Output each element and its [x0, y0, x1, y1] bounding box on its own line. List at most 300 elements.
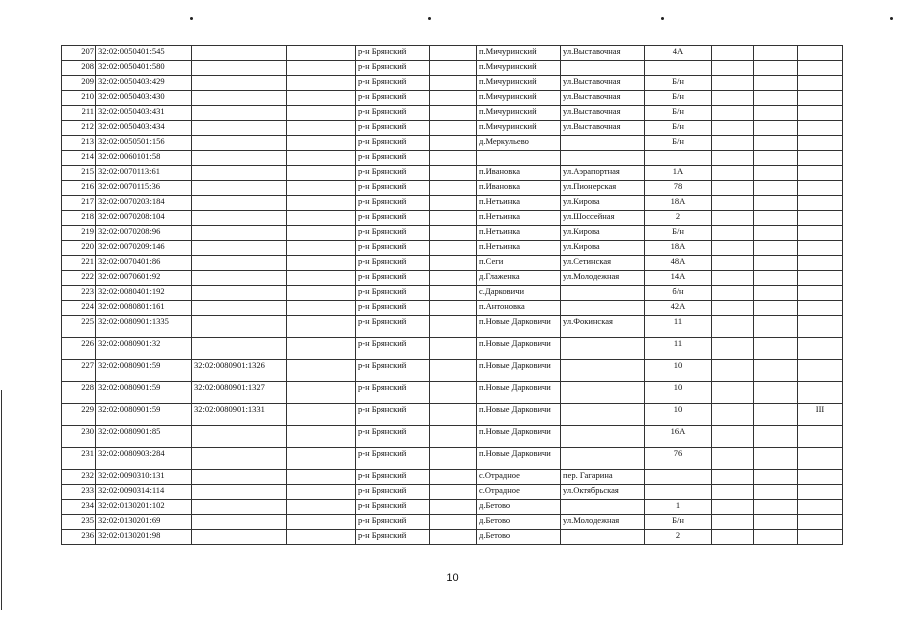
cadastral-number-cell: 32:02:0050501:156	[96, 136, 192, 151]
row-number-cell: 234	[62, 500, 96, 515]
related-cadastral-number-cell	[192, 166, 287, 181]
related-cadastral-number-cell	[192, 241, 287, 256]
table-row	[62, 226, 843, 241]
street-cell	[561, 382, 645, 404]
street-cell: пер. Гагарина	[561, 470, 645, 485]
cadastral-number-cell: 32:02:0080901:32	[96, 338, 192, 360]
district-cell: р-н Брянский	[356, 211, 430, 226]
empty-cell-cell	[430, 382, 477, 404]
empty-cell-cell	[430, 181, 477, 196]
cadastral-number-cell: 32:02:0050403:431	[96, 106, 192, 121]
table-row	[62, 338, 843, 360]
cadastral-number-cell: 32:02:0070113:61	[96, 166, 192, 181]
empty-cell-cell	[712, 106, 754, 121]
empty-cell-cell	[712, 181, 754, 196]
house-number-cell: б/н	[645, 286, 712, 301]
table-row	[62, 500, 843, 515]
extra-mark-cell	[798, 485, 843, 500]
empty-cell-cell	[430, 515, 477, 530]
street-cell	[561, 136, 645, 151]
empty-cell-cell	[712, 301, 754, 316]
house-number-cell: Б/н	[645, 515, 712, 530]
house-number-cell: 76	[645, 448, 712, 470]
row-number-cell: 225	[62, 316, 96, 338]
empty-cell-cell	[287, 61, 356, 76]
extra-mark-cell	[798, 360, 843, 382]
related-cadastral-number-cell: 32:02:0080901:1327	[192, 382, 287, 404]
empty-cell-cell	[287, 316, 356, 338]
empty-cell-cell	[430, 404, 477, 426]
district-cell: р-н Брянский	[356, 241, 430, 256]
empty-cell-cell	[287, 470, 356, 485]
empty-cell-cell	[754, 338, 798, 360]
table-row	[62, 121, 843, 136]
related-cadastral-number-cell	[192, 271, 287, 286]
district-cell: р-н Брянский	[356, 256, 430, 271]
district-cell: р-н Брянский	[356, 500, 430, 515]
district-cell: р-н Брянский	[356, 530, 430, 545]
district-cell: р-н Брянский	[356, 316, 430, 338]
empty-cell-cell	[712, 211, 754, 226]
empty-cell-cell	[430, 121, 477, 136]
cadastral-number-cell: 32:02:0090310:131	[96, 470, 192, 485]
street-cell: ул.Выставочная	[561, 106, 645, 121]
district-cell: р-н Брянский	[356, 181, 430, 196]
district-cell: р-н Брянский	[356, 196, 430, 211]
extra-mark-cell	[798, 166, 843, 181]
empty-cell-cell	[430, 426, 477, 448]
empty-cell-cell	[712, 136, 754, 151]
district-cell: р-н Брянский	[356, 226, 430, 241]
house-number-cell: 2	[645, 530, 712, 545]
empty-cell-cell	[712, 166, 754, 181]
settlement-cell: д.Бетово	[477, 515, 561, 530]
related-cadastral-number-cell	[192, 181, 287, 196]
table-row	[62, 46, 843, 61]
district-cell: р-н Брянский	[356, 485, 430, 500]
street-cell: ул.Выставочная	[561, 121, 645, 136]
street-cell	[561, 360, 645, 382]
related-cadastral-number-cell	[192, 500, 287, 515]
empty-cell-cell	[287, 211, 356, 226]
row-number-cell: 226	[62, 338, 96, 360]
empty-cell-cell	[287, 121, 356, 136]
row-number-cell: 235	[62, 515, 96, 530]
empty-cell-cell	[754, 448, 798, 470]
empty-cell-cell	[712, 121, 754, 136]
empty-cell-cell	[430, 286, 477, 301]
table-row	[62, 76, 843, 91]
table-row	[62, 106, 843, 121]
related-cadastral-number-cell	[192, 211, 287, 226]
related-cadastral-number-cell	[192, 485, 287, 500]
cadastral-number-cell: 32:02:0070601:92	[96, 271, 192, 286]
settlement-cell: с.Отрадное	[477, 470, 561, 485]
empty-cell-cell	[430, 151, 477, 166]
street-cell	[561, 151, 645, 166]
district-cell: р-н Брянский	[356, 121, 430, 136]
empty-cell-cell	[430, 91, 477, 106]
empty-cell-cell	[287, 448, 356, 470]
row-number-cell: 231	[62, 448, 96, 470]
empty-cell-cell	[287, 46, 356, 61]
empty-cell-cell	[712, 404, 754, 426]
empty-cell-cell	[287, 226, 356, 241]
empty-cell-cell	[287, 76, 356, 91]
street-cell: ул.Выставочная	[561, 91, 645, 106]
district-cell: р-н Брянский	[356, 470, 430, 485]
table-row	[62, 181, 843, 196]
street-cell	[561, 61, 645, 76]
house-number-cell: 14А	[645, 271, 712, 286]
empty-cell-cell	[287, 136, 356, 151]
row-number-cell: 236	[62, 530, 96, 545]
house-number-cell: 78	[645, 181, 712, 196]
empty-cell-cell	[430, 448, 477, 470]
table-row	[62, 448, 843, 470]
row-number-cell: 215	[62, 166, 96, 181]
table-body	[62, 46, 843, 545]
settlement-cell: п.Антоновка	[477, 301, 561, 316]
street-cell	[561, 404, 645, 426]
district-cell: р-н Брянский	[356, 515, 430, 530]
extra-mark-cell: III	[798, 404, 843, 426]
house-number-cell: Б/н	[645, 136, 712, 151]
table-row	[62, 360, 843, 382]
empty-cell-cell	[712, 76, 754, 91]
house-number-cell: Б/н	[645, 106, 712, 121]
scan-mark	[428, 17, 431, 20]
street-cell	[561, 500, 645, 515]
cadastral-number-cell: 32:02:0090314:114	[96, 485, 192, 500]
empty-cell-cell	[287, 196, 356, 211]
street-cell	[561, 426, 645, 448]
table-row	[62, 382, 843, 404]
empty-cell-cell	[287, 91, 356, 106]
table-row	[62, 271, 843, 286]
empty-cell-cell	[754, 106, 798, 121]
table-row	[62, 426, 843, 448]
settlement-cell: п.Новые Дарковичи	[477, 448, 561, 470]
district-cell: р-н Брянский	[356, 46, 430, 61]
empty-cell-cell	[712, 196, 754, 211]
cadastral-number-cell: 32:02:0070209:146	[96, 241, 192, 256]
cadastral-number-cell: 32:02:0050403:430	[96, 91, 192, 106]
house-number-cell: 16А	[645, 426, 712, 448]
empty-cell-cell	[754, 500, 798, 515]
related-cadastral-number-cell: 32:02:0080901:1326	[192, 360, 287, 382]
street-cell: ул.Выставочная	[561, 76, 645, 91]
row-number-cell: 218	[62, 211, 96, 226]
empty-cell-cell	[430, 470, 477, 485]
settlement-cell: п.Новые Дарковичи	[477, 338, 561, 360]
empty-cell-cell	[430, 76, 477, 91]
table-row	[62, 530, 843, 545]
empty-cell-cell	[712, 151, 754, 166]
empty-cell-cell	[287, 515, 356, 530]
empty-cell-cell	[712, 338, 754, 360]
empty-cell-cell	[287, 106, 356, 121]
street-cell: ул.Выставочная	[561, 46, 645, 61]
related-cadastral-number-cell	[192, 448, 287, 470]
street-cell	[561, 448, 645, 470]
settlement-cell: п.Мичуринский	[477, 46, 561, 61]
extra-mark-cell	[798, 226, 843, 241]
extra-mark-cell	[798, 448, 843, 470]
extra-mark-cell	[798, 470, 843, 485]
empty-cell-cell	[712, 241, 754, 256]
extra-mark-cell	[798, 241, 843, 256]
related-cadastral-number-cell	[192, 515, 287, 530]
related-cadastral-number-cell	[192, 301, 287, 316]
district-cell: р-н Брянский	[356, 76, 430, 91]
table-row	[62, 515, 843, 530]
settlement-cell: п.Нетьинка	[477, 226, 561, 241]
empty-cell-cell	[754, 166, 798, 181]
empty-cell-cell	[430, 271, 477, 286]
street-cell: ул.Молодежная	[561, 515, 645, 530]
cadastral-number-cell: 32:02:0070208:104	[96, 211, 192, 226]
empty-cell-cell	[287, 256, 356, 271]
extra-mark-cell	[798, 91, 843, 106]
empty-cell-cell	[754, 181, 798, 196]
row-number-cell: 222	[62, 271, 96, 286]
empty-cell-cell	[430, 500, 477, 515]
house-number-cell: Б/н	[645, 91, 712, 106]
cadastral-number-cell: 32:02:0050401:580	[96, 61, 192, 76]
extra-mark-cell	[798, 271, 843, 286]
empty-cell-cell	[430, 166, 477, 181]
table-row	[62, 151, 843, 166]
house-number-cell: Б/н	[645, 121, 712, 136]
district-cell: р-н Брянский	[356, 426, 430, 448]
empty-cell-cell	[754, 360, 798, 382]
page-number: 10	[446, 572, 459, 584]
related-cadastral-number-cell	[192, 316, 287, 338]
related-cadastral-number-cell	[192, 426, 287, 448]
street-cell	[561, 301, 645, 316]
empty-cell-cell	[430, 338, 477, 360]
empty-cell-cell	[287, 338, 356, 360]
empty-cell-cell	[430, 106, 477, 121]
house-number-cell: 11	[645, 338, 712, 360]
empty-cell-cell	[287, 241, 356, 256]
house-number-cell: 18А	[645, 196, 712, 211]
related-cadastral-number-cell	[192, 91, 287, 106]
extra-mark-cell	[798, 46, 843, 61]
extra-mark-cell	[798, 181, 843, 196]
empty-cell-cell	[287, 271, 356, 286]
settlement-cell: с.Дарковичи	[477, 286, 561, 301]
row-number-cell: 227	[62, 360, 96, 382]
empty-cell-cell	[287, 530, 356, 545]
extra-mark-cell	[798, 136, 843, 151]
settlement-cell: д.Бетово	[477, 530, 561, 545]
row-number-cell: 229	[62, 404, 96, 426]
empty-cell-cell	[287, 286, 356, 301]
extra-mark-cell	[798, 196, 843, 211]
empty-cell-cell	[287, 360, 356, 382]
empty-cell-cell	[712, 286, 754, 301]
settlement-cell: п.Мичуринский	[477, 106, 561, 121]
row-number-cell: 219	[62, 226, 96, 241]
house-number-cell: 4А	[645, 46, 712, 61]
empty-cell-cell	[712, 500, 754, 515]
empty-cell-cell	[754, 316, 798, 338]
street-cell: ул.Шоссейная	[561, 211, 645, 226]
cadastral-number-cell: 32:02:0080401:192	[96, 286, 192, 301]
district-cell: р-н Брянский	[356, 360, 430, 382]
settlement-cell	[477, 151, 561, 166]
settlement-cell: п.Новые Дарковичи	[477, 316, 561, 338]
settlement-cell: п.Мичуринский	[477, 61, 561, 76]
row-number-cell: 228	[62, 382, 96, 404]
empty-cell-cell	[430, 316, 477, 338]
row-number-cell: 230	[62, 426, 96, 448]
cadastral-number-cell: 32:02:0080901:59	[96, 382, 192, 404]
related-cadastral-number-cell	[192, 106, 287, 121]
extra-mark-cell	[798, 530, 843, 545]
empty-cell-cell	[287, 166, 356, 181]
house-number-cell: 18А	[645, 241, 712, 256]
empty-cell-cell	[712, 426, 754, 448]
street-cell: ул.Фокинская	[561, 316, 645, 338]
related-cadastral-number-cell	[192, 196, 287, 211]
extra-mark-cell	[798, 316, 843, 338]
cadastral-number-cell: 32:02:0130201:69	[96, 515, 192, 530]
row-number-cell: 210	[62, 91, 96, 106]
row-number-cell: 211	[62, 106, 96, 121]
row-number-cell: 224	[62, 301, 96, 316]
related-cadastral-number-cell	[192, 226, 287, 241]
cadastral-number-cell: 32:02:0050403:434	[96, 121, 192, 136]
empty-cell-cell	[754, 515, 798, 530]
district-cell: р-н Брянский	[356, 61, 430, 76]
extra-mark-cell	[798, 338, 843, 360]
empty-cell-cell	[430, 61, 477, 76]
related-cadastral-number-cell	[192, 76, 287, 91]
district-cell: р-н Брянский	[356, 338, 430, 360]
district-cell: р-н Брянский	[356, 286, 430, 301]
empty-cell-cell	[287, 500, 356, 515]
table-row	[62, 301, 843, 316]
empty-cell-cell	[287, 181, 356, 196]
house-number-cell: 11	[645, 316, 712, 338]
empty-cell-cell	[754, 46, 798, 61]
empty-cell-cell	[712, 448, 754, 470]
empty-cell-cell	[754, 485, 798, 500]
cadastral-number-cell: 32:02:0130201:102	[96, 500, 192, 515]
related-cadastral-number-cell: 32:02:0080901:1331	[192, 404, 287, 426]
house-number-cell	[645, 485, 712, 500]
registry-table	[61, 45, 843, 545]
extra-mark-cell	[798, 515, 843, 530]
empty-cell-cell	[712, 256, 754, 271]
cadastral-number-cell: 32:02:0080903:284	[96, 448, 192, 470]
house-number-cell: 48А	[645, 256, 712, 271]
empty-cell-cell	[754, 286, 798, 301]
house-number-cell	[645, 61, 712, 76]
empty-cell-cell	[712, 61, 754, 76]
table-row	[62, 196, 843, 211]
cadastral-number-cell: 32:02:0080901:59	[96, 404, 192, 426]
empty-cell-cell	[430, 360, 477, 382]
empty-cell-cell	[754, 211, 798, 226]
extra-mark-cell	[798, 286, 843, 301]
empty-cell-cell	[712, 271, 754, 286]
table-row	[62, 485, 843, 500]
scan-mark	[661, 17, 664, 20]
cadastral-number-cell: 32:02:0050401:545	[96, 46, 192, 61]
table-row	[62, 404, 843, 426]
extra-mark-cell	[798, 256, 843, 271]
district-cell: р-н Брянский	[356, 166, 430, 181]
row-number-cell: 220	[62, 241, 96, 256]
related-cadastral-number-cell	[192, 61, 287, 76]
empty-cell-cell	[430, 530, 477, 545]
table-row	[62, 241, 843, 256]
cadastral-number-cell: 32:02:0070401:86	[96, 256, 192, 271]
settlement-cell: п.Нетьинка	[477, 196, 561, 211]
row-number-cell: 233	[62, 485, 96, 500]
empty-cell-cell	[712, 226, 754, 241]
extra-mark-cell	[798, 382, 843, 404]
district-cell: р-н Брянский	[356, 106, 430, 121]
related-cadastral-number-cell	[192, 338, 287, 360]
row-number-cell: 209	[62, 76, 96, 91]
empty-cell-cell	[754, 301, 798, 316]
related-cadastral-number-cell	[192, 530, 287, 545]
table-row	[62, 166, 843, 181]
cadastral-number-cell: 32:02:0070203:184	[96, 196, 192, 211]
table-row	[62, 211, 843, 226]
row-number-cell: 223	[62, 286, 96, 301]
house-number-cell: 1	[645, 500, 712, 515]
empty-cell-cell	[754, 151, 798, 166]
empty-cell-cell	[712, 485, 754, 500]
settlement-cell: п.Сеги	[477, 256, 561, 271]
district-cell: р-н Брянский	[356, 404, 430, 426]
related-cadastral-number-cell	[192, 470, 287, 485]
street-cell	[561, 338, 645, 360]
empty-cell-cell	[754, 196, 798, 211]
empty-cell-cell	[712, 382, 754, 404]
empty-cell-cell	[287, 151, 356, 166]
row-number-cell: 212	[62, 121, 96, 136]
empty-cell-cell	[287, 301, 356, 316]
house-number-cell: Б/н	[645, 76, 712, 91]
empty-cell-cell	[754, 404, 798, 426]
empty-cell-cell	[712, 91, 754, 106]
extra-mark-cell	[798, 211, 843, 226]
district-cell: р-н Брянский	[356, 271, 430, 286]
settlement-cell: с.Отрадное	[477, 485, 561, 500]
table-row	[62, 91, 843, 106]
empty-cell-cell	[430, 485, 477, 500]
extra-mark-cell	[798, 106, 843, 121]
empty-cell-cell	[430, 301, 477, 316]
street-cell	[561, 286, 645, 301]
empty-cell-cell	[754, 382, 798, 404]
settlement-cell: п.Новые Дарковичи	[477, 426, 561, 448]
cadastral-number-cell: 32:02:0060101:58	[96, 151, 192, 166]
empty-cell-cell	[754, 470, 798, 485]
empty-cell-cell	[754, 91, 798, 106]
related-cadastral-number-cell	[192, 121, 287, 136]
extra-mark-cell	[798, 151, 843, 166]
house-number-cell: 10	[645, 382, 712, 404]
house-number-cell	[645, 470, 712, 485]
